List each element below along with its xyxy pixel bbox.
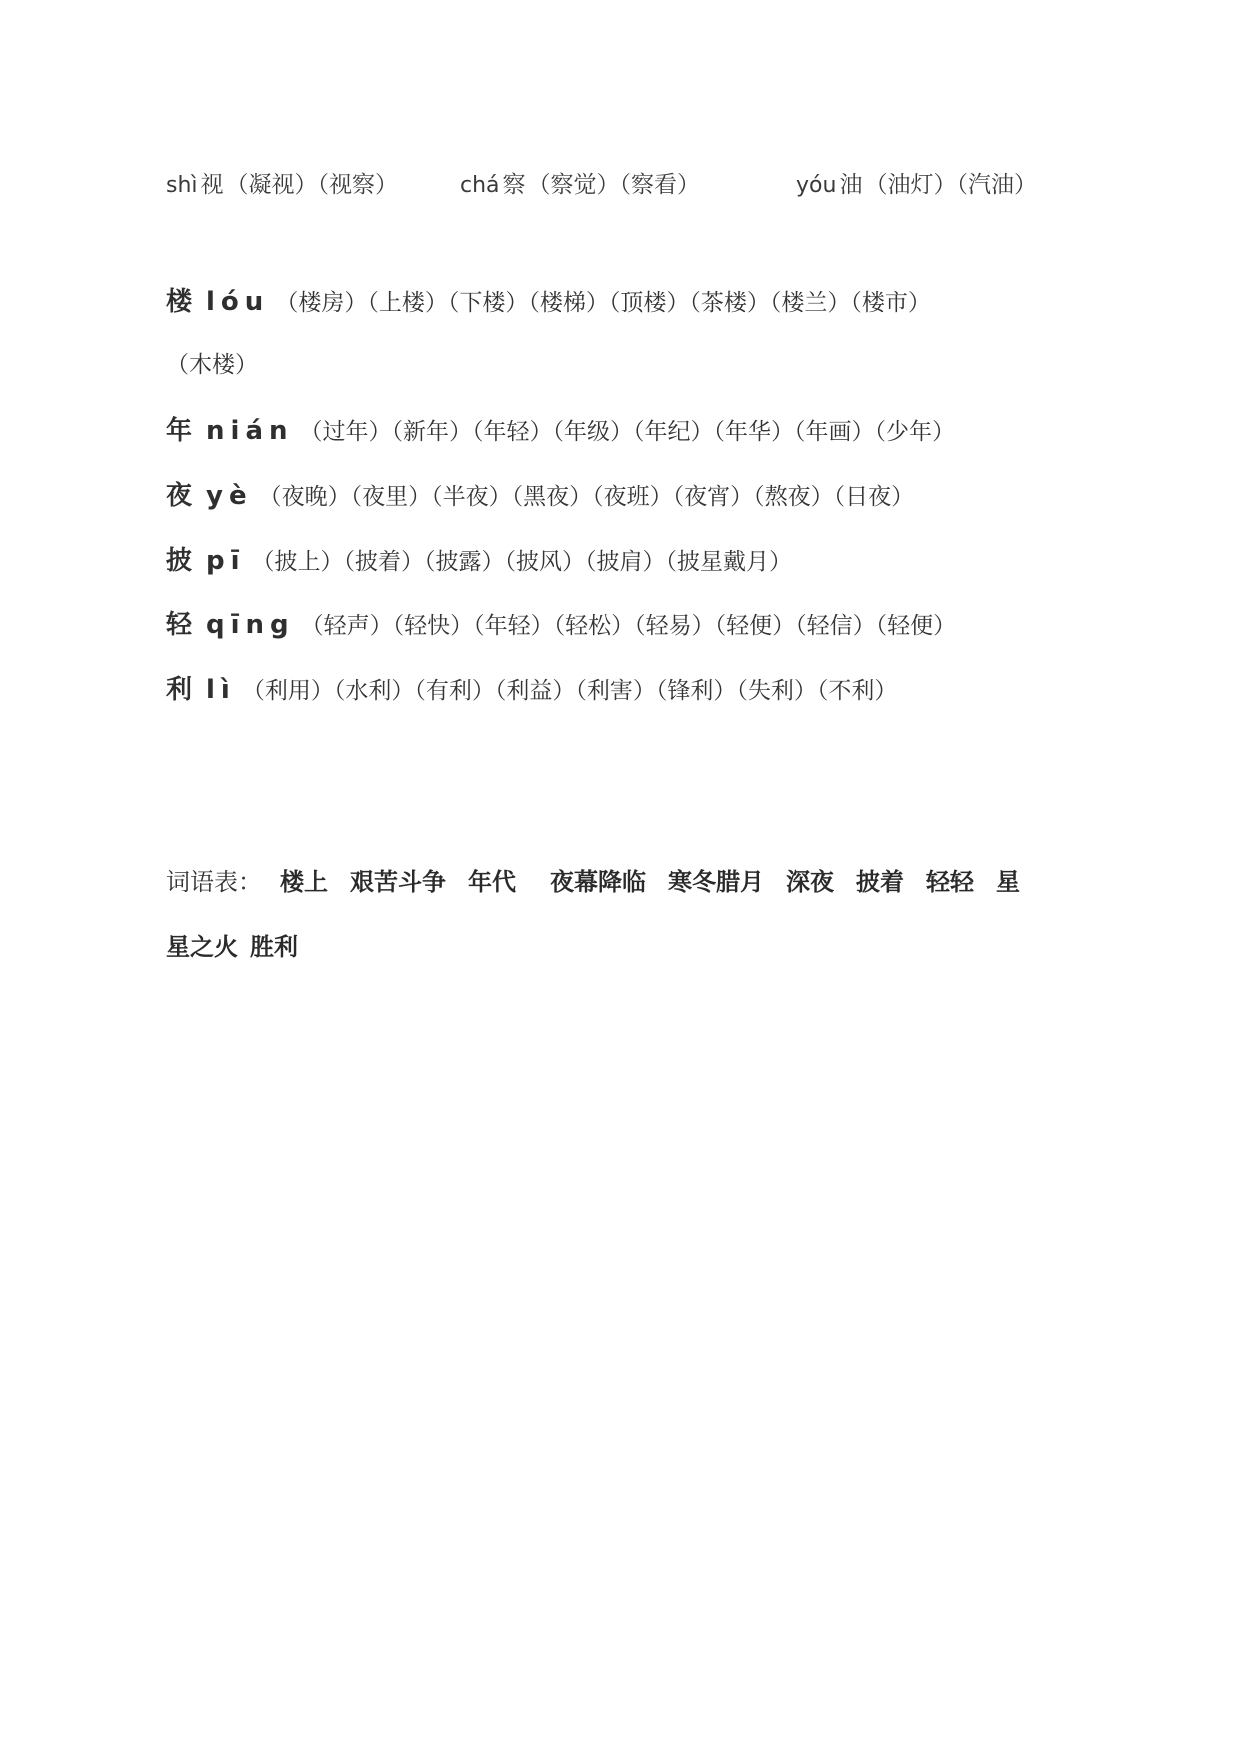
vocab-char: 轻 <box>166 610 193 640</box>
vocab-pinyin: pī <box>206 546 246 576</box>
entry-pinyin: yóu <box>796 173 837 198</box>
entry-words: （油灯）（汽油） <box>864 172 1037 198</box>
word-list-item: 年代 <box>468 868 516 896</box>
word-list-item: 星 <box>996 868 1020 896</box>
word-list-item: 楼上 <box>280 868 328 896</box>
word-list-item: 夜幕降临 <box>550 868 646 896</box>
entry-char: 油 <box>839 172 863 198</box>
vocab-row-li <box>166 669 899 706</box>
vocab-char: 楼 <box>166 287 193 317</box>
entry-cha <box>460 166 700 199</box>
word-list-item: 披着 <box>856 868 904 896</box>
entry-you <box>796 166 1037 199</box>
vocab-pinyin: yè <box>206 481 253 511</box>
vocab-row-qing <box>166 604 958 641</box>
word-list-item: 星之火 <box>166 933 238 961</box>
vocab-words: （木楼） <box>166 352 258 378</box>
vocab-row-ye <box>166 475 916 512</box>
entry-words: （凝视）（视察） <box>225 172 399 198</box>
vocab-words: （过年）（新年）（年轻）（年级）（年纪）（年华）（年画）（少年） <box>299 419 955 445</box>
vocab-words: （楼房）（上楼）（下楼）（楼梯）（顶楼）（茶楼）（楼兰）（楼市） <box>275 290 931 316</box>
vocab-pinyin: nián <box>206 416 294 446</box>
vocab-pinyin: qīng <box>206 610 295 640</box>
vocab-pinyin: lóu <box>206 287 270 317</box>
entry-char: 视 <box>200 172 224 198</box>
entry-words: （察觉）（察看） <box>527 172 701 198</box>
word-list-line-2 <box>166 927 320 962</box>
vocab-words: （利用）（水利）（有利）（利益）（利害）（锋利）（失利）（不利） <box>241 678 898 704</box>
word-list-label: 词语表： <box>166 868 262 896</box>
vocab-words: （夜晚）（夜里）（半夜）（黑夜）（夜班）（夜宵）（熬夜）（日夜） <box>258 484 915 510</box>
entry-char: 察 <box>502 172 526 198</box>
word-list-item: 艰苦斗争 <box>350 868 446 896</box>
vocab-char: 利 <box>166 675 193 705</box>
vocab-char: 年 <box>166 416 193 446</box>
vocab-row-nian <box>166 410 957 447</box>
header-entries <box>0 166 1241 206</box>
vocab-row-pi <box>166 540 794 577</box>
vocab-words: （披上）（披着）（披露）（披风）（披肩）（披星戴月） <box>251 549 793 575</box>
word-list-line-1 <box>166 862 1042 897</box>
entry-pinyin: chá <box>460 173 500 198</box>
entry-pinyin: shì <box>166 173 198 198</box>
vocab-pinyin: lì <box>206 675 236 705</box>
vocab-row-lou-continued <box>166 346 258 379</box>
word-list-item: 轻轻 <box>926 868 974 896</box>
vocab-words: （轻声）（轻快）（年轻）（轻松）（轻易）（轻便）（轻信）（轻便） <box>300 613 957 639</box>
vocab-row-lou <box>166 281 933 318</box>
vocab-char: 夜 <box>166 481 193 511</box>
word-list-item: 胜利 <box>250 933 298 961</box>
word-list-item: 寒冬腊月 <box>668 868 764 896</box>
vocab-char: 披 <box>166 546 193 576</box>
entry-shi <box>166 166 398 199</box>
word-list-item: 深夜 <box>786 868 834 896</box>
